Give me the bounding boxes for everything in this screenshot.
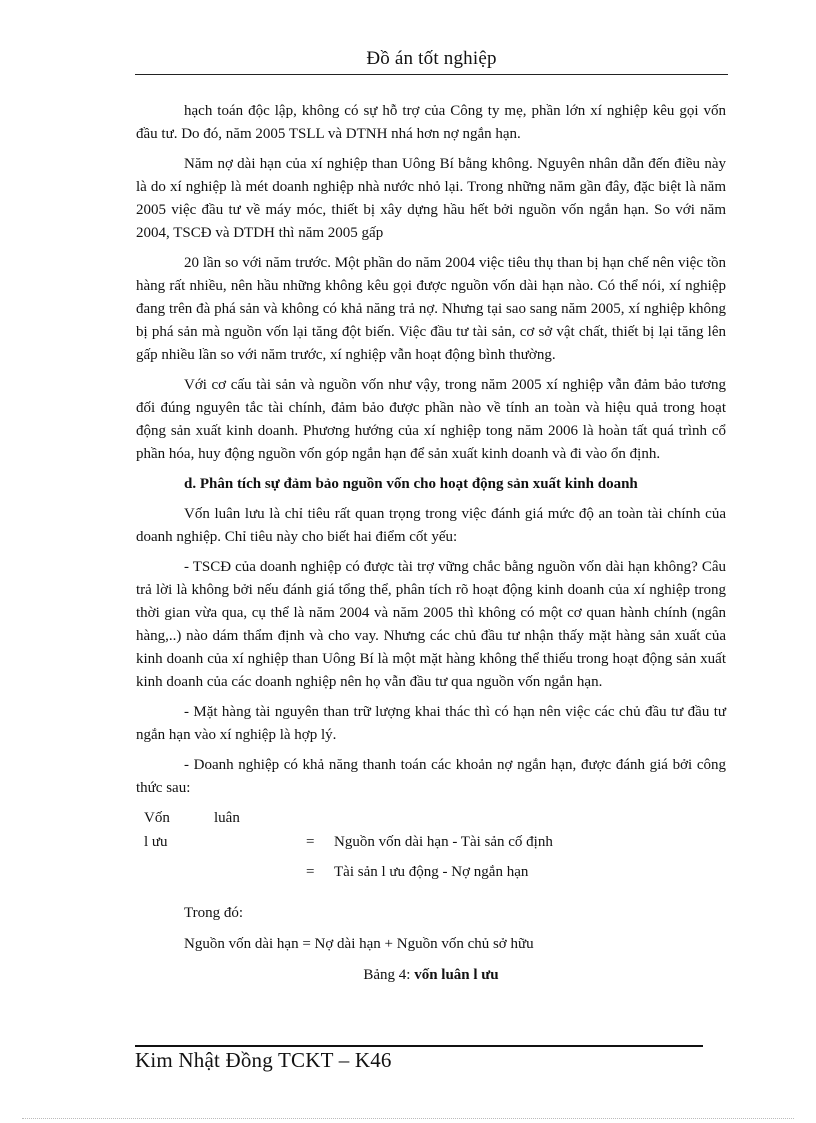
caption-prefix: Bảng 4: — [363, 967, 415, 983]
formula-rhs-line1: Nguồn vốn dài hạn - Tài sản cố định — [334, 834, 553, 850]
paragraph: Năm nợ dài hạn của xí nghiệp than Uông Bí bằng không. Nguyên nhân dẫn đến điều này là do xí nghiệp là mét doanh nghiệp nhà nước nhỏ lại. Trong những năm gần đây, đặc biệt là năm 2005 việc đầu tư về máy móc, thiết bị xây dựng hầu hết bởi nguồn vốn ngắn hạn. So với năm 2004, TSCĐ và DTDH thì năm 2005 gấp — [136, 156, 726, 241]
paragraph: Với cơ cấu tài sản và nguồn vốn như vậy, trong năm 2005 xí nghiệp vẫn đảm bảo tương đối đúng nguyên tắc tài chính, đảm bảo được phần nào về tính an toàn và hiệu quả trong hoạt động sản xuất kinh doanh. Phương hướng của xí nghiệp tong năm 2006 là hoàn tất quá trình cổ phần hóa, huy động nguồn vốn góp ngắn hạn để sản xuất kinh doanh và đi vào ổn định. — [136, 377, 726, 462]
page-edge-line — [22, 1118, 794, 1119]
page-footer: Kim Nhật Đồng TCKT – K46 — [135, 1048, 392, 1072]
paragraph: - TSCĐ của doanh nghiệp có được tài trợ vững chắc bằng nguồn vốn dài hạn không? Câu trả lời là không bởi nếu đánh giá tổng thể, phân tích rõ hoạt động kinh doanh của xí nghiệp trong thời gian vừa qua, cụ thể là năm 2004 và năm 2005 thì không có một cơ quan hành chính (ngân hàng,..) nào dám thẩm định và cho vay. Nhưng các chủ đầu tư nhận thấy mặt hàng sản xuất của kinh doanh của xí nghiệp than Uông Bí là một mặt hàng không thể thiếu trong hoạt động sản xuất kinh doanh của các doanh nghiệp nên họ vẫn đầu tư qua nguồn vốn ngắn hạn. — [136, 559, 726, 690]
table-caption — [136, 964, 726, 987]
paragraph: 20 lần so với năm trước. Một phần do năm 2004 việc tiêu thụ than bị hạn chế nên việc tồn hàng rất nhiều, nên hầu những không kêu gọi được nguồn vốn dài hạn nào. Có thể nói, xí nghiệp đang trên đà phá sản và không có khả năng trả nợ. Nhưng tại sao sang năm 2005, xí nghiệp không bị phá sản mà nguồn vốn lại tăng đột biến. Việc đầu tư tài sản, cơ sở vật chất, thiết bị lại tăng lên gấp nhiều lần so với năm trước, xí nghiệp vẫn hoạt động bình thường. — [136, 255, 726, 363]
working-capital-formula — [136, 807, 726, 902]
formula-label-word: luân — [214, 810, 240, 826]
page-header-title: Đồ án tốt nghiệp — [366, 48, 497, 69]
document-body — [136, 100, 726, 995]
formula-equals: = — [306, 864, 315, 880]
formula-label-word: Vốn — [144, 810, 170, 826]
formula-label-word: l ưu — [144, 834, 168, 850]
after-formula-block — [136, 902, 726, 987]
paragraph: - Doanh nghiệp có khả năng thanh toán các khoản nợ ngắn hạn, được đánh giá bởi công thức sau: — [136, 757, 726, 796]
header-divider — [135, 74, 728, 75]
paragraph: - Mặt hàng tài nguyên than trữ lượng khai thác thì có hạn nên việc các chủ đầu tư đầu tư ngắn hạn vào xí nghiệp là hợp lý. — [136, 704, 726, 743]
definition-line: Nguồn vốn dài hạn = Nợ dài hạn + Nguồn vốn chủ sở hữu — [184, 936, 534, 952]
formula-equals: = — [306, 834, 315, 850]
formula-rhs-line2: Tài sản l ưu động - Nợ ngắn hạn — [334, 864, 529, 880]
caption-title: vốn luân l ưu — [414, 967, 499, 983]
paragraph: Trong đó: — [184, 905, 244, 921]
footer-divider — [135, 1045, 703, 1047]
paragraph: Vốn luân lưu là chỉ tiêu rất quan trọng trong việc đánh giá mức độ an toàn tài chính của doanh nghiệp. Chỉ tiêu này cho biết hai điểm cốt yếu: — [136, 506, 726, 545]
section-heading: d. Phân tích sự đảm bảo nguồn vốn cho hoạt động sản xuất kinh doanh — [184, 476, 638, 492]
paragraph: hạch toán độc lập, không có sự hỗ trợ của Công ty mẹ, phần lớn xí nghiệp kêu gọi vốn đầu tư. Do đó, năm 2005 TSLL và DTNH nhá hơn nợ ngắn hạn. — [136, 103, 726, 142]
